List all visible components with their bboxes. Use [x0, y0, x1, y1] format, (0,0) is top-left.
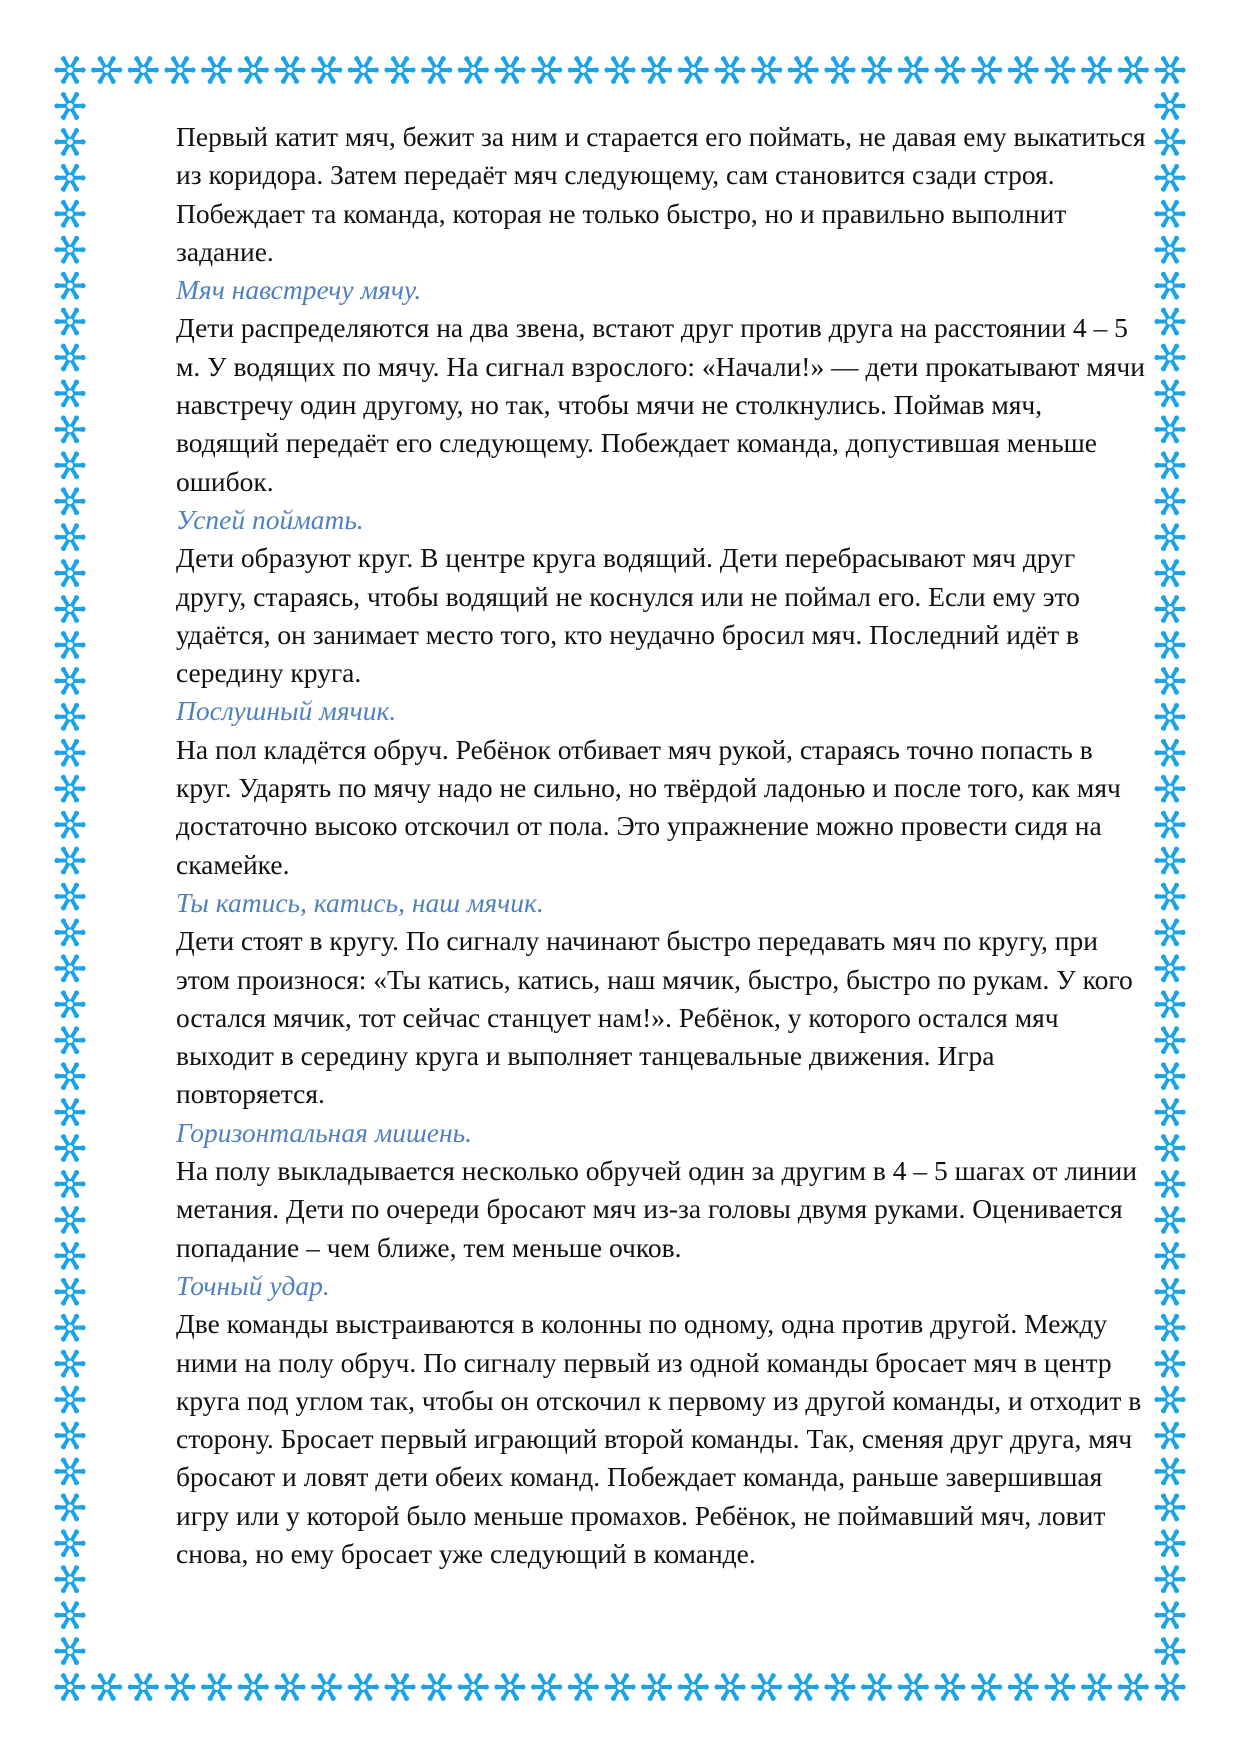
- snowflake-icon: [1154, 1637, 1185, 1665]
- snowflake-icon: [1154, 919, 1185, 947]
- snowflake-icon: [421, 56, 452, 84]
- snowflake-icon: [1044, 1673, 1075, 1701]
- snowflake-icon: [54, 1386, 85, 1414]
- game-title: Мяч навстречу мячу.: [176, 274, 422, 306]
- snowflake-icon: [311, 56, 342, 84]
- snowflake-icon: [1154, 200, 1185, 228]
- snowflake-icon: [1154, 523, 1185, 551]
- snowflake-icon: [1154, 1386, 1185, 1414]
- snowflake-icon: [238, 1673, 269, 1701]
- paragraph: Дети образуют круг. В центре круга водящий. Дети перебрасывают мяч друг другу, стараясь, чтобы водящий не коснулся или не поймал его. Если ему это удаётся, он занимает место того, кто неудачно бросил мяч. Последний идёт в середину круга.: [176, 542, 1080, 689]
- snowflake-icon: [164, 1673, 195, 1701]
- snowflake-icon: [421, 1673, 452, 1701]
- snowflake-icon: [1154, 1601, 1185, 1629]
- snowflake-icon: [604, 1673, 635, 1701]
- snowflake-icon: [54, 92, 85, 120]
- snowflake-icon: [1154, 1134, 1185, 1162]
- snowflake-icon: [54, 1062, 85, 1090]
- snowflake-icon: [384, 1673, 415, 1701]
- snowflake-icon: [824, 56, 855, 84]
- snowflake-icon: [788, 56, 819, 84]
- snowflake-icon: [1154, 1098, 1185, 1126]
- snowflake-icon: [494, 1673, 525, 1701]
- paragraph: Две команды выстраиваются в колонны по одному, одна против другой. Между ними на полу обруч. По сигналу первый из одной команды бросает мяч в центр круга под углом так, чтобы он отскочил к первому из другой команды, и отходит в сторону. Бросает первый играющий второй команды. Так, сменяя друг друга, мяч бросают и ловят дети обеих команд. Побеждает команда, раньше завершившая игру или у которой было меньше промахов. Ребёнок, не поймавший мяч, ловит снова, но ему бросает уже следующий в команде.: [176, 1308, 1142, 1569]
- snowflake-icon: [1154, 1673, 1185, 1701]
- game-title: Ты катись, катись, наш мячик.: [176, 886, 544, 918]
- snowflake-icon: [678, 1673, 709, 1701]
- snowflake-icon: [898, 56, 929, 84]
- snowflake-icon: [1154, 1314, 1185, 1342]
- snowflake-icon: [54, 1673, 85, 1701]
- snowflake-icon: [1081, 56, 1112, 84]
- snowflake-icon: [54, 667, 85, 695]
- snowflake-icon: [54, 739, 85, 767]
- game-title: Послушный мячик.: [176, 695, 397, 727]
- snowflake-icon: [54, 128, 85, 156]
- snowflake-icon: [54, 523, 85, 551]
- snowflake-icon: [1154, 667, 1185, 695]
- snowflake-icon: [201, 1673, 232, 1701]
- snowflake-icon: [54, 847, 85, 875]
- snowflake-icon: [54, 200, 85, 228]
- snowflake-icon: [274, 1673, 305, 1701]
- paragraph: На пол кладётся обруч. Ребёнок отбивает мяч рукой, стараясь точно попасть в круг. Ударять по мячу надо не сильно, но твёрдой ладонью и после того, как мяч достаточно высоко отскочил от пола. Это упражнение можно провести сидя на скамейке.: [176, 733, 1121, 880]
- snowflake-icon: [1154, 847, 1185, 875]
- snowflake-icon: [91, 1673, 122, 1701]
- snowflake-icon: [54, 811, 85, 839]
- snowflake-icon: [54, 1206, 85, 1234]
- snowflake-icon: [1154, 272, 1185, 300]
- snowflake-icon: [641, 1673, 672, 1701]
- snowflake-icon: [54, 236, 85, 264]
- snowflake-icon: [861, 1673, 892, 1701]
- snowflake-icon: [54, 1493, 85, 1521]
- snowflake-icon: [54, 308, 85, 336]
- snowflake-icon: [54, 1170, 85, 1198]
- snowflake-icon: [311, 1673, 342, 1701]
- snowflake-icon: [54, 1242, 85, 1270]
- document-body: [176, 118, 1146, 1573]
- snowflake-icon: [1154, 451, 1185, 479]
- snowflake-icon: [824, 1673, 855, 1701]
- snowflake-icon: [494, 56, 525, 84]
- snowflake-icon: [568, 1673, 599, 1701]
- snowflake-icon: [1154, 308, 1185, 336]
- snowflake-icon: [1154, 380, 1185, 408]
- snowflake-icon: [54, 487, 85, 515]
- snowflake-icon: [1154, 1529, 1185, 1557]
- snowflake-icon: [971, 56, 1002, 84]
- snowflake-icon: [458, 56, 489, 84]
- snowflake-icon: [1154, 344, 1185, 372]
- snowflake-icon: [641, 56, 672, 84]
- snowflake-icon: [1154, 236, 1185, 264]
- snowflake-icon: [54, 1601, 85, 1629]
- snowflake-icon: [54, 164, 85, 192]
- paragraph: Дети стоят в кругу. По сигналу начинают быстро передавать мяч по кругу, при этом произнося: «Ты катись, катись, наш мячик, быстро, быстро по рукам. У кого остался мячик, тот сейчас станцует нам!». Ребёнок, у которого остался мяч выходит в середину круга и выполняет танцевальные движения. Игра повторяется.: [176, 925, 1133, 1110]
- snowflake-icon: [54, 954, 85, 982]
- paragraph: На полу выкладывается несколько обручей один за другим в 4 – 5 шагах от линии метания. Дети по очереди бросают мяч из-за головы двумя руками. Оценивается попадание – чем ближе, тем меньше очков.: [176, 1155, 1137, 1263]
- snowflake-icon: [1154, 1206, 1185, 1234]
- snowflake-icon: [54, 1314, 85, 1342]
- snowflake-icon: [54, 703, 85, 731]
- snowflake-icon: [54, 1134, 85, 1162]
- snowflake-icon: [1154, 559, 1185, 587]
- snowflake-icon: [1154, 595, 1185, 623]
- snowflake-icon: [54, 1458, 85, 1486]
- snowflake-icon: [54, 56, 85, 84]
- snowflake-icon: [54, 272, 85, 300]
- snowflake-icon: [54, 1350, 85, 1378]
- snowflake-icon: [54, 451, 85, 479]
- snowflake-icon: [934, 1673, 965, 1701]
- snowflake-icon: [1154, 1242, 1185, 1270]
- snowflake-icon: [54, 1565, 85, 1593]
- snowflake-icon: [1154, 811, 1185, 839]
- snowflake-icon: [751, 56, 782, 84]
- snowflake-icon: [1154, 631, 1185, 659]
- snowflake-icon: [604, 56, 635, 84]
- snowflake-icon: [1154, 56, 1185, 84]
- paragraph: Дети распределяются на два звена, встают друг против друга на расстоянии 4 – 5 м. У водящих по мячу. На сигнал взрослого: «Начали!» — дети прокатывают мячи навстречу один другому, но так, чтобы мячи не столкнулись. Поймав мяч, водящий передаёт его следующему. Побеждает команда, допустившая меньше ошибок.: [176, 312, 1145, 497]
- snowflake-icon: [1154, 1422, 1185, 1450]
- snowflake-icon: [128, 1673, 159, 1701]
- snowflake-icon: [1154, 1062, 1185, 1090]
- snowflake-icon: [1154, 1493, 1185, 1521]
- snowflake-icon: [91, 56, 122, 84]
- snowflake-icon: [238, 56, 269, 84]
- snowflake-icon: [348, 1673, 379, 1701]
- snowflake-icon: [348, 56, 379, 84]
- snowflake-icon: [1118, 56, 1149, 84]
- snowflake-icon: [1154, 415, 1185, 443]
- snowflake-icon: [1118, 1673, 1149, 1701]
- snowflake-icon: [384, 56, 415, 84]
- snowflake-icon: [1154, 92, 1185, 120]
- snowflake-icon: [458, 1673, 489, 1701]
- snowflake-icon: [54, 415, 85, 443]
- snowflake-icon: [1154, 128, 1185, 156]
- snowflake-icon: [1154, 954, 1185, 982]
- snowflake-icon: [1008, 1673, 1039, 1701]
- snowflake-icon: [971, 1673, 1002, 1701]
- snowflake-icon: [751, 1673, 782, 1701]
- snowflake-icon: [54, 595, 85, 623]
- snowflake-icon: [1154, 703, 1185, 731]
- snowflake-icon: [1154, 1170, 1185, 1198]
- snowflake-icon: [1044, 56, 1075, 84]
- snowflake-icon: [861, 56, 892, 84]
- snowflake-icon: [54, 990, 85, 1018]
- snowflake-icon: [714, 1673, 745, 1701]
- snowflake-icon: [1154, 164, 1185, 192]
- paragraph: Первый катит мяч, бежит за ним и старается его поймать, не давая ему выкатиться из коридора. Затем передаёт мяч следующему, сам становится сзади строя. Побеждает та команда, которая не только быстро, но и правильно выполнит задание.: [176, 121, 1146, 267]
- snowflake-icon: [1154, 1565, 1185, 1593]
- snowflake-icon: [54, 1026, 85, 1054]
- snowflake-icon: [1154, 1350, 1185, 1378]
- snowflake-icon: [531, 56, 562, 84]
- game-title: Точный удар.: [176, 1269, 330, 1301]
- snowflake-icon: [1081, 1673, 1112, 1701]
- snowflake-icon: [1154, 487, 1185, 515]
- snowflake-icon: [54, 883, 85, 911]
- snowflake-icon: [898, 1673, 929, 1701]
- snowflake-icon: [54, 559, 85, 587]
- snowflake-icon: [568, 56, 599, 84]
- snowflake-icon: [54, 1529, 85, 1557]
- snowflake-icon: [54, 1098, 85, 1126]
- snowflake-icon: [54, 631, 85, 659]
- snowflake-icon: [128, 56, 159, 84]
- snowflake-icon: [788, 1673, 819, 1701]
- snowflake-icon: [1154, 883, 1185, 911]
- game-title: Горизонтальная мишень.: [176, 1116, 473, 1148]
- snowflake-icon: [1154, 739, 1185, 767]
- snowflake-icon: [54, 1422, 85, 1450]
- snowflake-icon: [54, 344, 85, 372]
- snowflake-icon: [714, 56, 745, 84]
- snowflake-icon: [1154, 990, 1185, 1018]
- snowflake-icon: [678, 56, 709, 84]
- snowflake-icon: [274, 56, 305, 84]
- snowflake-icon: [54, 1637, 85, 1665]
- snowflake-icon: [1154, 1278, 1185, 1306]
- snowflake-icon: [54, 380, 85, 408]
- snowflake-icon: [1008, 56, 1039, 84]
- snowflake-icon: [54, 1278, 85, 1306]
- snowflake-icon: [1154, 1026, 1185, 1054]
- snowflake-icon: [54, 919, 85, 947]
- snowflake-icon: [201, 56, 232, 84]
- snowflake-icon: [1154, 1458, 1185, 1486]
- snowflake-icon: [54, 775, 85, 803]
- game-title: Успей поймать.: [176, 503, 364, 535]
- snowflake-icon: [934, 56, 965, 84]
- snowflake-icon: [1154, 775, 1185, 803]
- snowflake-icon: [164, 56, 195, 84]
- snowflake-icon: [531, 1673, 562, 1701]
